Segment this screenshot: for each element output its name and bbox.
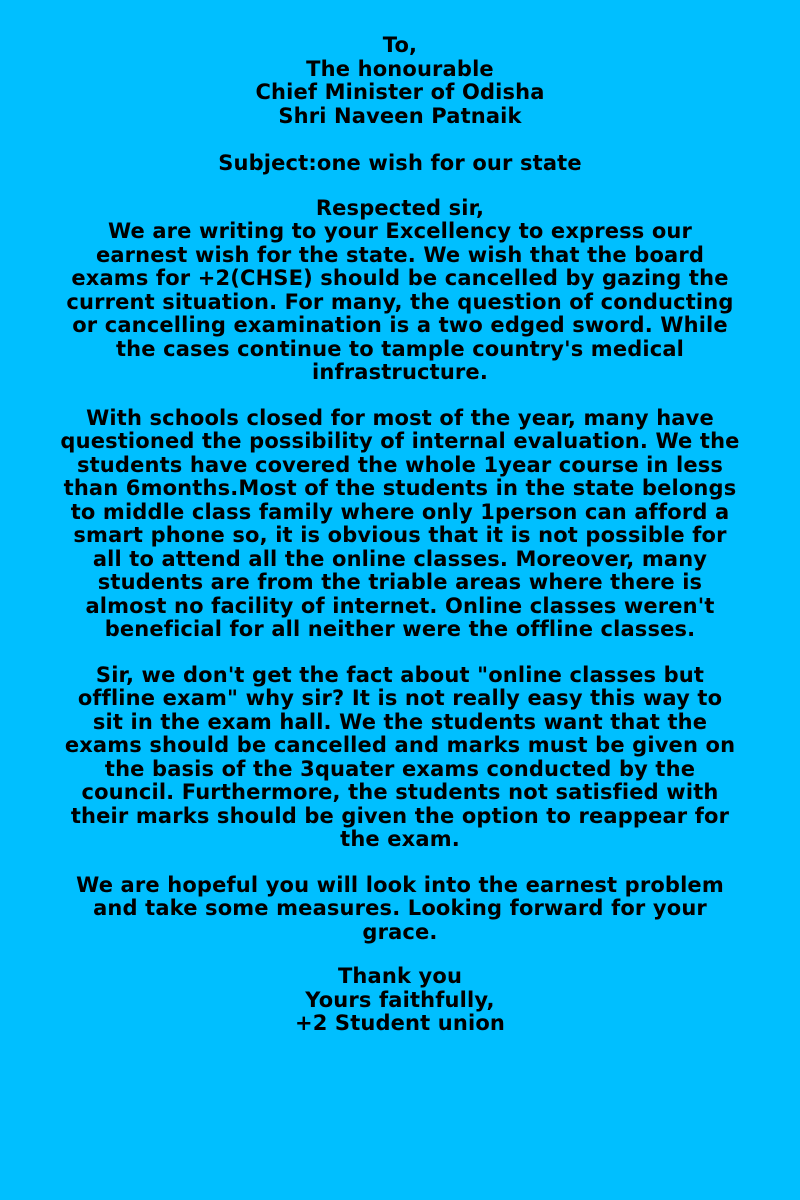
paragraph-line: With schools closed for most of the year, many have — [86, 405, 714, 430]
paragraph-line: or cancelling examination is a two edged sword. While — [72, 313, 728, 337]
paragraph-line: questioned the possibility of internal evaluation. We the — [60, 429, 740, 453]
paragraph-3 — [26, 664, 774, 852]
closing-line: Thank you — [337, 964, 463, 988]
paragraph-line: beneficial for all neither were the offline classes. — [104, 617, 696, 641]
paragraph-line: to middle class family where only 1person can afford a — [70, 499, 730, 524]
paragraph-line: earnest wish for the state. We wish that the board — [95, 242, 705, 267]
closing-block — [26, 965, 774, 1036]
paragraph-line: the basis of the 3quater exams conducted by the — [104, 756, 696, 781]
paragraph-line: infrastructure. — [312, 360, 488, 384]
paragraph-line: offline exam" why sir? It is not really easy this way to — [77, 686, 723, 710]
paragraph-line: the exam. — [340, 827, 460, 851]
paragraph-line: Sir, we don't get the fact about "online classes but — [95, 662, 705, 687]
closing-line: Yours faithfully, — [305, 987, 495, 1012]
paragraph-line: grace. — [362, 919, 438, 944]
paragraph-line: exams for +2(CHSE) should be cancelled by gazing the — [71, 266, 729, 290]
paragraph-line: almost no facility of internet. Online classes weren't — [85, 593, 715, 618]
paragraph-4 — [26, 874, 774, 945]
paragraph-line: We are hopeful you will look into the earnest problem — [76, 872, 724, 897]
subject-line: Subject:one wish for our state — [218, 151, 582, 175]
address-line: The honourable — [306, 56, 494, 81]
address-line: To, — [382, 33, 418, 57]
paragraph-line: students have covered the whole 1year course in less — [76, 452, 724, 477]
address-line: Shri Naveen Patnaik — [278, 103, 522, 128]
paragraph-line: We are writing to your Excellency to express our — [107, 219, 693, 243]
paragraph-line: than 6months.Most of the students in the state belongs — [63, 476, 737, 500]
paragraph-line: current situation. For many, the question of conducting — [66, 289, 734, 314]
paragraph-line: the cases continue to tample country's medical — [115, 336, 685, 361]
paragraph-line: council. Furthermore, the students not satisfied with — [81, 780, 719, 804]
paragraph-line: exams should be cancelled and marks must be given on — [64, 733, 736, 757]
paragraph-line: smart phone so, it is obvious that it is not possible for — [73, 523, 727, 547]
paragraph-2 — [26, 407, 774, 642]
paragraph-line: their marks should be given the option to reappear for — [70, 803, 730, 828]
address-line: Chief Minister of Odisha — [255, 80, 545, 104]
paragraph-line: all to attend all the online classes. Moreover, many — [92, 546, 708, 571]
paragraph-line: and take some measures. Looking forward for your — [93, 896, 707, 920]
paragraph-line: sit in the exam hall. We the students want that the — [92, 709, 708, 734]
paragraph-line: students are from the triable areas where there is — [97, 570, 703, 594]
address-block — [26, 34, 774, 128]
paragraph-1 — [26, 220, 774, 385]
salutation: Respected sir, — [315, 195, 485, 220]
signature-line: +2 Student union — [294, 1011, 506, 1035]
